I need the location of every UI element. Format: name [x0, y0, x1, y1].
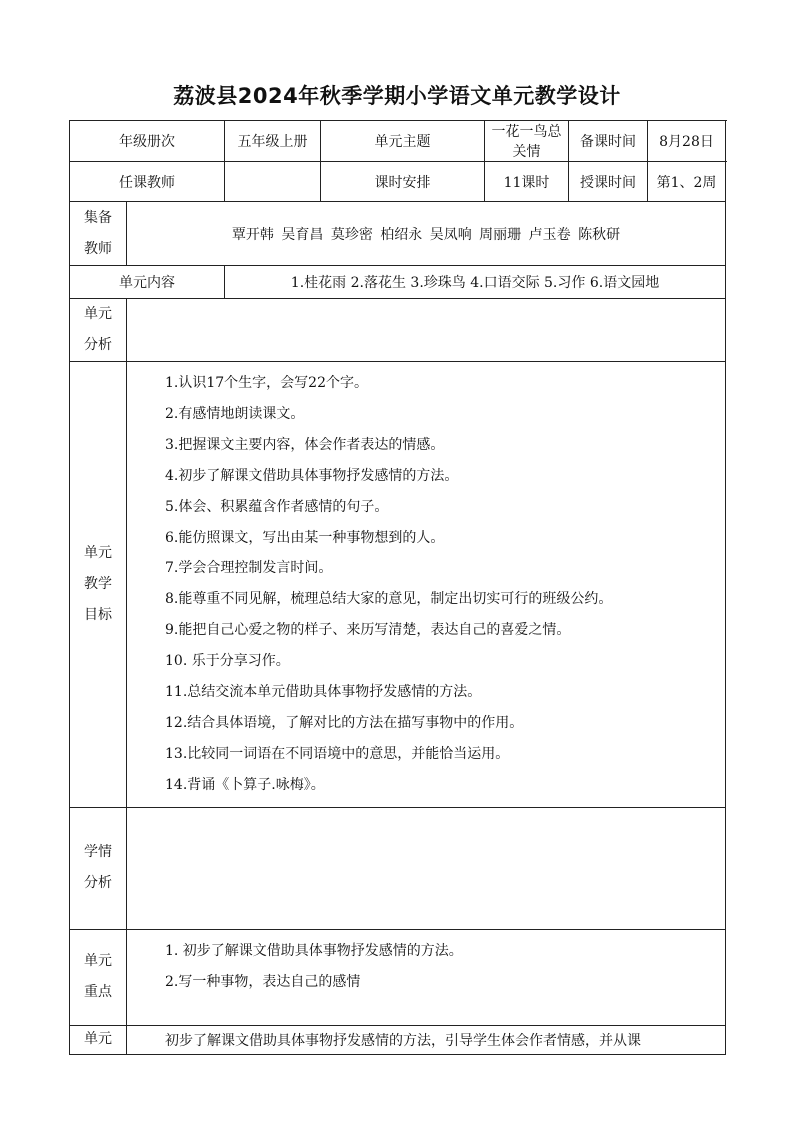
difficulty-label: 单元: [70, 1025, 127, 1054]
objective-item: 5.体会、积累蕴含作者感情的句子。: [165, 498, 389, 515]
content-value: 1.桂花雨 2.落花生 3.珍珠鸟 4.口语交际 5.习作 6.语文园地: [225, 266, 726, 299]
learner-label-line: 学情: [84, 844, 112, 861]
theme-label: 单元主题: [321, 121, 485, 162]
theme-value: 一花一鸟总关情: [485, 121, 569, 162]
teacher-label: 任课教师: [70, 162, 225, 202]
collab-teachers: 覃开韩 吴育昌 莫珍密 柏绍永 吴凤响 周丽珊 卢玉卷 陈秋研: [127, 202, 726, 266]
analysis-value: [127, 299, 726, 362]
keypoint-item: 2.写一种事物，表达自己的感情: [165, 973, 361, 990]
hours-value: 11课时: [485, 162, 569, 202]
analysis-label-line: 单元: [84, 306, 112, 322]
objective-item: 13.比较同一词语在不同语境中的意思，并能恰当运用。: [165, 745, 510, 762]
objective-item: 1.认识17个生字，会写22个字。: [165, 375, 368, 391]
table-row-analysis: [70, 299, 726, 362]
learner-label: [70, 807, 127, 929]
collab-label-line: 集备: [84, 209, 112, 226]
grade-value: 五年级上册: [225, 121, 321, 162]
prep-time-value: 8月28日: [648, 121, 726, 162]
keypoints-label-line: 重点: [84, 984, 112, 1001]
prep-time-label: 备课时间: [569, 121, 648, 162]
table-row-objectives: [70, 362, 726, 808]
table-row-collab: [70, 202, 726, 266]
objectives-label-line: 单元: [84, 544, 112, 561]
objective-item: 9.能把自己心爱之物的样子、来历写清楚，表达自己的喜爱之情。: [165, 622, 571, 639]
objective-item: 10. 乐于分享习作。: [165, 653, 290, 670]
table-row-learner: [70, 807, 726, 929]
objective-item: 12.结合具体语境，了解对比的方法在描写事物中的作用。: [165, 714, 524, 731]
objectives-label-line: 教学: [84, 575, 112, 592]
keypoints-label-line: 单元: [84, 953, 112, 970]
table-row-difficulty: [70, 1025, 726, 1054]
objective-item: 6.能仿照课文，写出由某一种事物想到的人。: [165, 529, 445, 546]
difficulty-value: 初步了解课文借助具体事物抒发感情的方法，引导学生体会作者情感，并从课: [127, 1025, 726, 1054]
objective-item: 4.初步了解课文借助具体事物抒发感情的方法。: [165, 467, 459, 484]
keypoints-list: [127, 929, 726, 1025]
lesson-plan-table: [69, 120, 726, 1055]
analysis-label-line: 分析: [84, 337, 112, 353]
table-row-teacher: [70, 162, 726, 202]
collab-label: [70, 202, 127, 266]
table-row-keypoints: [70, 929, 726, 1025]
objective-item: 11.总结交流本单元借助具体事物抒发感情的方法。: [165, 684, 482, 701]
teach-time-value: 第1、2周: [648, 162, 726, 202]
analysis-label: [70, 299, 127, 362]
grade-label: 年级册次: [70, 121, 225, 162]
objective-item: 8.能尊重不同见解，梳理总结大家的意见，制定出切实可行的班级公约。: [165, 591, 613, 608]
objective-item: 2.有感情地朗读课文。: [165, 405, 305, 422]
content-label: 单元内容: [70, 266, 225, 299]
table-row-content: [70, 266, 726, 299]
teach-time-label: 授课时间: [569, 162, 648, 202]
objectives-list: [127, 362, 726, 808]
objectives-label: [70, 362, 127, 808]
learner-value: [127, 807, 726, 929]
objective-item: 7.学会合理控制发言时间。: [165, 560, 333, 577]
keypoints-label: [70, 929, 127, 1025]
page-title: 荔波县2024年秋季学期小学语文单元教学设计: [173, 84, 621, 108]
objective-item: 3.把握课文主要内容，体会作者表达的情感。: [165, 436, 445, 453]
teacher-value: [225, 162, 321, 202]
hours-label: 课时安排: [321, 162, 485, 202]
objectives-label-line: 目标: [84, 606, 112, 623]
keypoint-item: 1. 初步了解课文借助具体事物抒发感情的方法。: [165, 942, 463, 959]
collab-label-line: 教师: [84, 240, 112, 257]
table-row-grade: [70, 121, 726, 162]
objective-item: 14.背诵《卜算子.咏梅》。: [165, 776, 325, 793]
learner-label-line: 分析: [84, 875, 112, 892]
